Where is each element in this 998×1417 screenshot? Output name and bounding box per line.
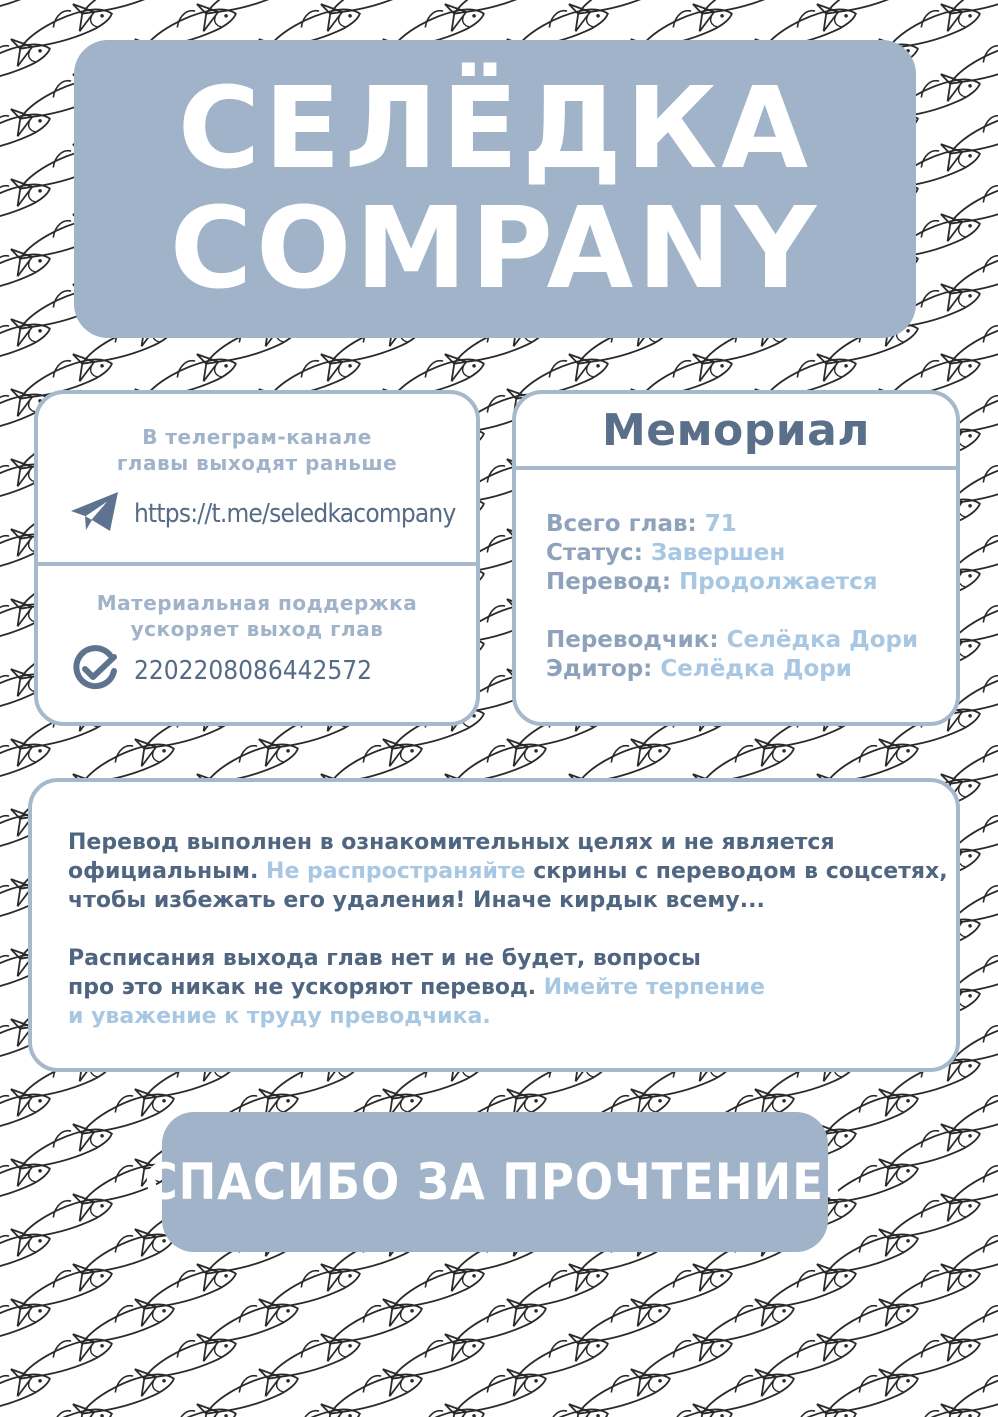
notice-text-span: чтобы избежать его удаления! Иначе кирдык всему... bbox=[68, 888, 765, 913]
info-chapters bbox=[546, 510, 918, 539]
support-card-row bbox=[70, 644, 372, 698]
memorial-card bbox=[512, 390, 960, 726]
credit-label: Переводчик: bbox=[546, 627, 727, 653]
notice-highlight: и уважение к труду преводчика. bbox=[68, 1004, 491, 1029]
info-spacer bbox=[546, 597, 918, 626]
thanks-banner bbox=[144, 1112, 846, 1252]
telegram-section bbox=[38, 394, 476, 564]
thanks-text: СПАСИБО ЗА ПРОЧТЕНИЕ! bbox=[144, 1153, 846, 1211]
credit-translator bbox=[546, 626, 918, 655]
info-label: Всего глав: bbox=[546, 511, 705, 537]
credit-value: Селёдка Дори bbox=[726, 627, 919, 653]
title-banner bbox=[74, 40, 916, 338]
info-label: Статус: bbox=[546, 540, 651, 566]
telegram-note-line-1: В телеграм-канале bbox=[142, 425, 372, 449]
support-note bbox=[38, 590, 476, 642]
notice-text-span: Перевод выполнен в ознакомительных целях и не является bbox=[68, 830, 835, 855]
info-translation bbox=[546, 568, 918, 597]
notice-text-span: скрины с переводом в соцсетях, bbox=[525, 859, 948, 884]
notice-highlight: Имейте терпение bbox=[543, 975, 765, 1000]
notice-line bbox=[68, 944, 948, 973]
checkmark-circle-icon bbox=[70, 644, 120, 698]
telegram-note bbox=[38, 424, 476, 476]
memorial-header bbox=[516, 394, 956, 466]
info-label: Перевод: bbox=[546, 569, 680, 595]
notice-text bbox=[68, 828, 948, 1031]
memorial-info bbox=[546, 510, 918, 684]
telegram-note-line-2: главы выходят раньше bbox=[116, 451, 398, 475]
notice-highlight: Не распространяйте bbox=[266, 859, 526, 884]
memorial-divider bbox=[516, 466, 956, 470]
info-value: Завершен bbox=[650, 540, 786, 566]
telegram-link-row[interactable] bbox=[70, 490, 455, 538]
notice-line bbox=[68, 973, 948, 1002]
info-status bbox=[546, 539, 918, 568]
title-line-2: COMPANY bbox=[169, 184, 821, 314]
telegram-plane-icon bbox=[70, 490, 120, 538]
notice-line bbox=[68, 828, 948, 857]
notice-text-span: Расписания выхода глав нет и не будет, вопросы bbox=[68, 946, 701, 971]
links-card bbox=[34, 390, 480, 726]
notice-line bbox=[68, 1002, 948, 1031]
support-card-number: 2202208086442572 bbox=[134, 656, 373, 686]
support-section bbox=[38, 566, 476, 726]
notice-spacer bbox=[68, 915, 948, 944]
info-value: 71 bbox=[704, 511, 737, 537]
notice-text-span: про это никак не ускоряют перевод. bbox=[68, 975, 544, 1000]
support-note-line-1: Материальная поддержка bbox=[96, 591, 418, 615]
title-line-1: СЕЛЁДКА bbox=[177, 64, 813, 194]
credit-value: Селёдка Дори bbox=[660, 656, 852, 682]
notice-line bbox=[68, 857, 948, 886]
memorial-title: Мемориал bbox=[601, 404, 871, 456]
credit-label: Эдитор: bbox=[546, 656, 661, 682]
telegram-link[interactable]: https://t.me/seledkacompany bbox=[134, 499, 456, 529]
support-note-line-2: ускоряет выход глав bbox=[130, 617, 384, 641]
info-value: Продолжается bbox=[679, 569, 878, 595]
notice-text-span: официальным. bbox=[68, 859, 267, 884]
notice-line bbox=[68, 886, 948, 915]
credit-editor bbox=[546, 655, 918, 684]
notice-card bbox=[28, 778, 960, 1072]
